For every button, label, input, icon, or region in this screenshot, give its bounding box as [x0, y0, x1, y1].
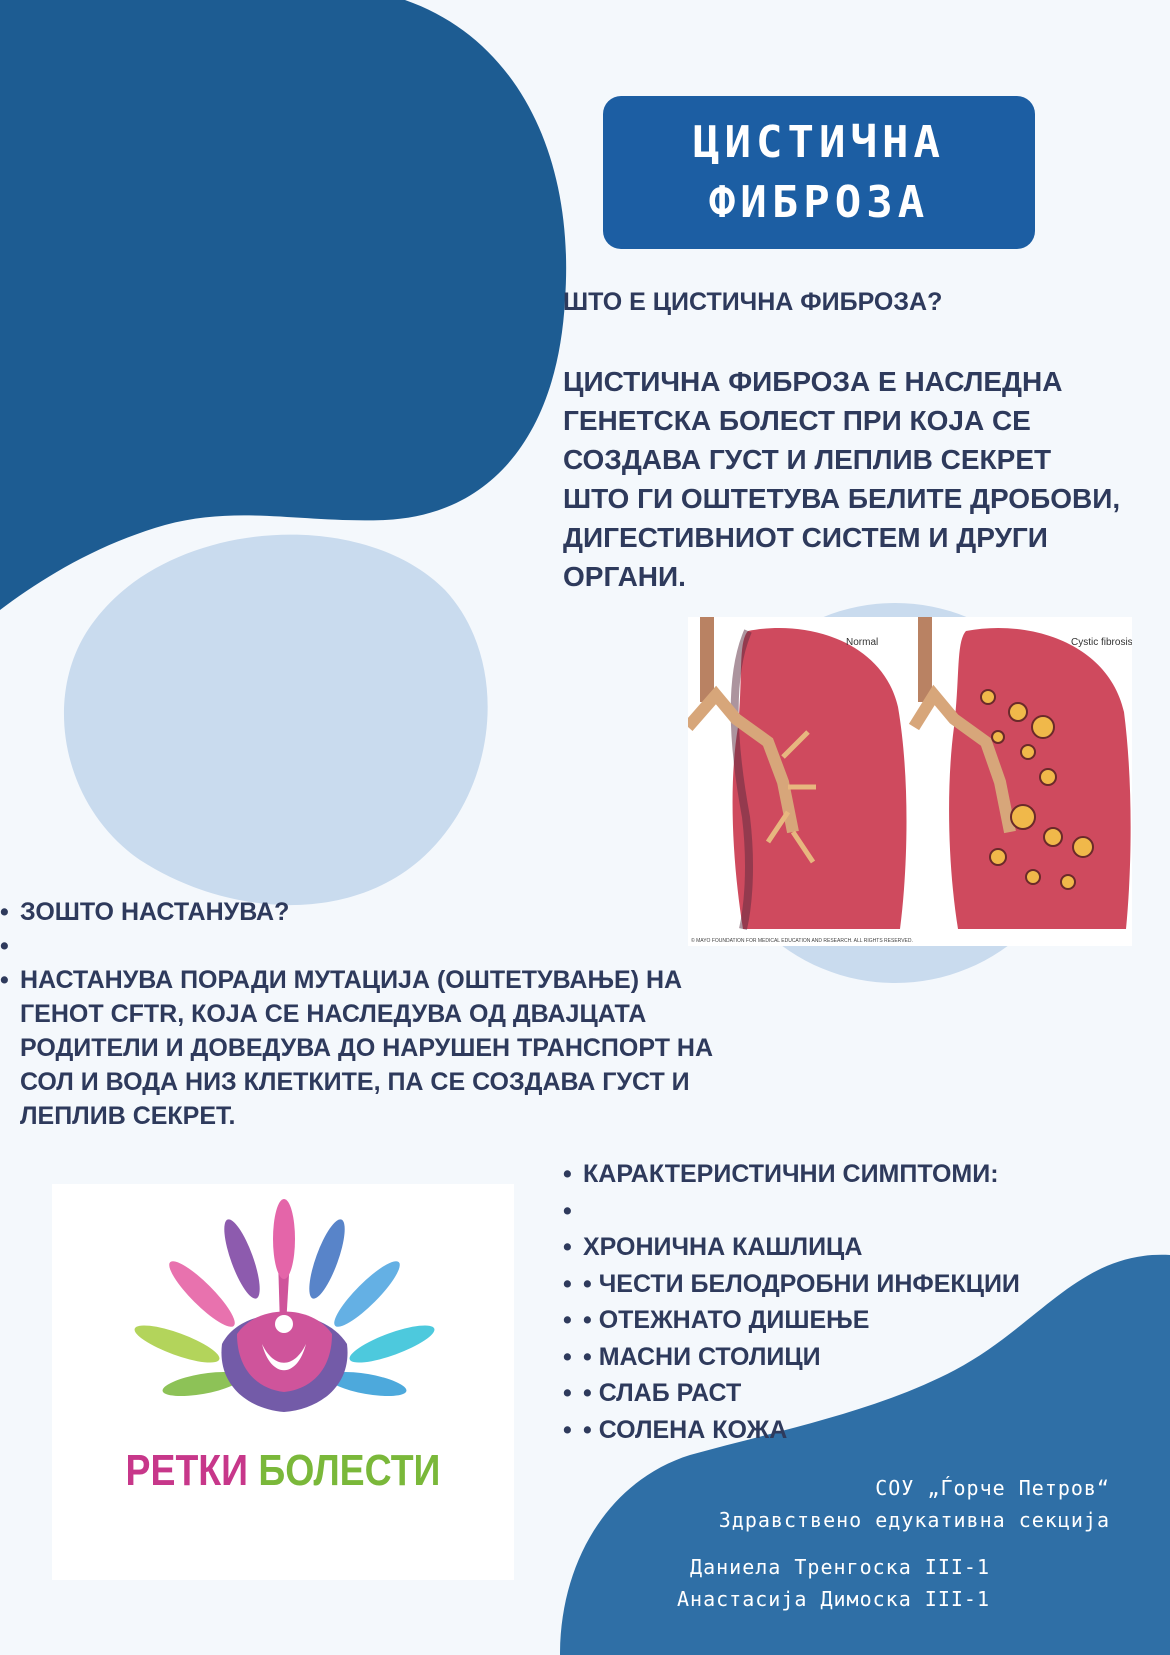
hands-icon — [52, 1184, 514, 1444]
normal-lung-panel — [688, 617, 907, 933]
symptoms-empty-item — [563, 1193, 1123, 1230]
light-blue-blob — [64, 535, 488, 905]
symptom-item: • • ОТЕЖНАТО ДИШЕЊЕ — [563, 1302, 1123, 1339]
image-credit: © MAYO FOUNDATION FOR MEDICAL EDUCATION AND RESEARCH. ALL RIGHTS RESERVED. — [691, 938, 913, 944]
symptom-item: • • ЧЕСТИ БЕЛОДРОБНИ ИНФЕКЦИИ — [563, 1266, 1123, 1303]
symptoms-heading: • КАРАКТЕРИСТИЧНИ СИМПТОМИ: — [563, 1156, 1123, 1193]
symptom-item: • • МАСНИ СТОЛИЦИ — [563, 1339, 1123, 1376]
why-empty-item — [0, 929, 720, 963]
what-is-question: ШТО Е ЦИСТИЧНА ФИБРОЗА? — [563, 288, 943, 316]
symptoms-list — [563, 1156, 1123, 1448]
dark-blue-blob — [0, 0, 566, 610]
normal-label: Normal — [846, 637, 879, 648]
cystic-lung-panel — [914, 617, 1132, 933]
lung-illustration — [688, 617, 1132, 946]
why-question: • ЗОШТО НАСТАНУВА? — [0, 895, 720, 929]
why-list — [0, 895, 720, 1133]
cystic-label: Cystic fibrosis — [1071, 637, 1132, 648]
title-line-2: ФИБРОЗА — [708, 176, 930, 228]
author-1: Даниела Тренгоска III-1 — [690, 1555, 990, 1579]
author-2: Анастасија Димоска III-1 — [677, 1587, 990, 1611]
symptom-item: • • СОЛЕНА КОЖА — [563, 1412, 1123, 1449]
rare-diseases-logo — [52, 1184, 514, 1580]
what-is-answer: ЦИСТИЧНА ФИБРОЗА Е НАСЛЕДНА ГЕНЕТСКА БОЛЕСТ ПРИ КОЈА СЕ СОЗДАВА ГУСТ И ЛЕПЛИВ СЕКРЕТ ШТО ГИ ОШТЕТУВА БЕЛИТЕ ДРОБОВИ, ДИГЕСТИВНИОТ СИСТЕМ И ДРУГИ ОРГАНИ. — [563, 366, 1121, 592]
symptom-item: • • СЛАБ РАСТ — [563, 1375, 1123, 1412]
logo-word-1: РЕТКИ — [125, 1446, 249, 1495]
title-box — [603, 96, 1035, 249]
logo-text — [87, 1446, 480, 1496]
school-name: СОУ „Ѓорче Петров“ — [875, 1476, 1110, 1500]
section-name: Здравствено едукативна секција — [718, 1508, 1110, 1532]
title-line-1: ЦИСТИЧНА — [693, 116, 945, 168]
symptom-item: • ХРОНИЧНА КАШЛИЦА — [563, 1229, 1123, 1266]
logo-word-2: БОЛЕСТИ — [258, 1446, 441, 1495]
why-answer: • НАСТАНУВА ПОРАДИ МУТАЦИЈА (ОШТЕТУВАЊЕ) НА ГЕНОТ CFTR, КОЈА СЕ НАСЛЕДУВА ОД ДВАЈЦАТА РОДИТЕЛИ И ДОВЕДУВА ДО НАРУШЕН ТРАНСПОРТ НА СОЛ И ВОДА НИЗ КЛЕТКИТЕ, ПА СЕ СОЗДАВА ГУСТ И ЛЕПЛИВ СЕКРЕТ. — [0, 963, 720, 1133]
